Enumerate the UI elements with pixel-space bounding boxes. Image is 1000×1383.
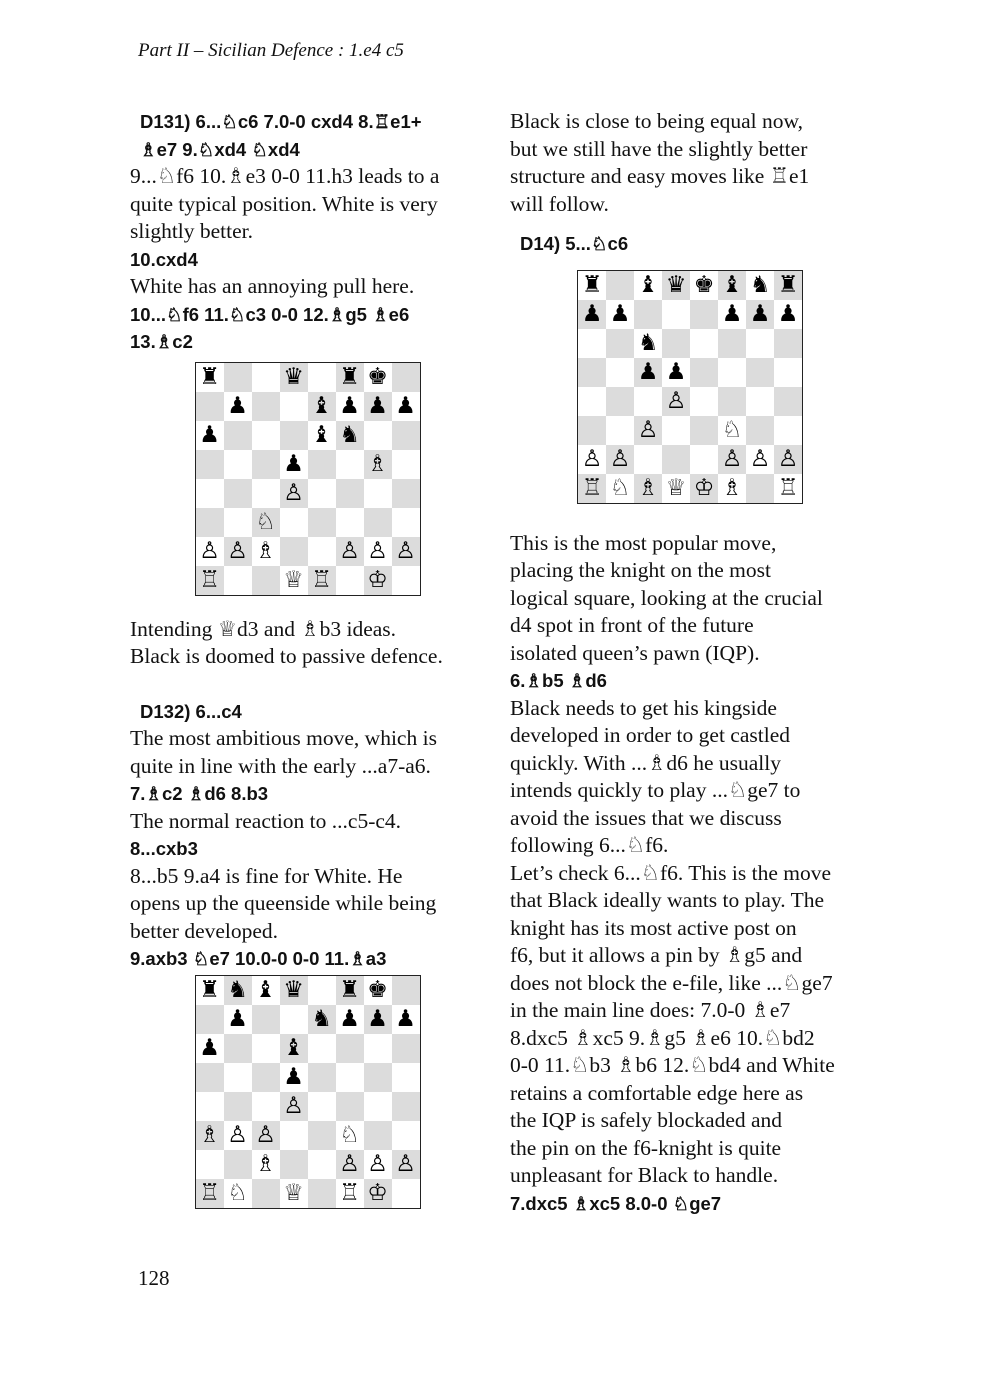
board-square [364, 1121, 392, 1150]
black-pawn-icon: ♟ [280, 450, 308, 479]
board-square [308, 1150, 336, 1179]
board-square [224, 566, 252, 595]
board-square [746, 474, 774, 503]
board-square [606, 271, 634, 300]
board-square [252, 1005, 280, 1034]
body-text: Let’s check 6...♘f6. This is the move [510, 860, 832, 885]
chess-diagram [195, 975, 421, 1209]
board-square [392, 450, 420, 479]
body-text: placing the knight on the most [510, 558, 771, 582]
white-pawn-icon: ♙ [746, 445, 774, 474]
board-square [746, 358, 774, 387]
board-square [224, 1092, 252, 1121]
black-pawn-icon: ♟ [392, 392, 420, 421]
move-line: 8...cxb3 [130, 838, 198, 859]
board-square [224, 1034, 252, 1063]
board-square [224, 450, 252, 479]
board-square [578, 329, 606, 358]
body-text: 9...♘f6 10.♗e3 0-0 11.h3 leads to a [130, 164, 440, 188]
body-text: 8...b5 9.a4 is fine for White. He [130, 863, 403, 888]
black-rook-icon: ♜ [196, 976, 224, 1005]
black-pawn-icon: ♟ [662, 358, 690, 387]
white-knight-icon: ♘ [336, 1121, 364, 1150]
black-knight-icon: ♞ [224, 976, 252, 1005]
board-square [364, 421, 392, 450]
white-rook-icon: ♖ [578, 474, 606, 503]
white-rook-icon: ♖ [308, 566, 336, 595]
board-square [690, 329, 718, 358]
body-text: slightly better. [130, 219, 254, 243]
white-pawn-icon: ♙ [224, 1121, 252, 1150]
white-pawn-icon: ♙ [718, 445, 746, 474]
section-heading-d14: D14) 5...♘c6 [520, 233, 629, 254]
body-text: opens up the queenside while being [130, 891, 437, 915]
white-pawn-icon: ♙ [392, 537, 420, 566]
black-pawn-icon: ♟ [224, 1005, 252, 1034]
body-text: intends quickly to play ...♘ge7 to [510, 778, 801, 802]
black-knight-icon: ♞ [336, 421, 364, 450]
body-text: avoid the issues that we discuss [510, 805, 782, 830]
board-square [336, 450, 364, 479]
board-square [196, 1063, 224, 1092]
black-pawn-icon: ♟ [606, 300, 634, 329]
body-text: 8.dxc5 ♗xc5 9.♗g5 ♗e6 10.♘bd2 [510, 1025, 815, 1050]
board-square [578, 387, 606, 416]
black-queen-icon: ♛ [662, 271, 690, 300]
white-pawn-icon: ♙ [364, 537, 392, 566]
board-square [196, 392, 224, 421]
white-pawn-icon: ♙ [578, 445, 606, 474]
board-square [196, 450, 224, 479]
white-rook-icon: ♖ [774, 474, 802, 503]
board-square [196, 1005, 224, 1034]
black-queen-icon: ♛ [280, 363, 308, 392]
white-bishop-icon: ♗ [718, 474, 746, 503]
body-text: f6, but it allows a pin by ♗g5 and [510, 943, 803, 967]
body-text: developed in order to get castled [510, 723, 790, 747]
board-square [336, 1092, 364, 1121]
black-bishop-icon: ♝ [308, 421, 336, 450]
move-line: 10.cxd4 [130, 248, 198, 270]
black-bishop-icon: ♝ [634, 271, 662, 300]
board-square [280, 392, 308, 421]
body-text: will follow. [510, 191, 609, 216]
white-queen-icon: ♕ [662, 474, 690, 503]
board-square [690, 445, 718, 474]
white-pawn-icon: ♙ [364, 1150, 392, 1179]
board-square [252, 566, 280, 595]
body-text: Black is doomed to passive defence. [130, 644, 443, 668]
board-square [364, 508, 392, 537]
black-rook-icon: ♜ [336, 363, 364, 392]
board-square [308, 479, 336, 508]
body-text: quite in line with the early ...a7-a6. [130, 753, 431, 778]
board-square [392, 1034, 420, 1063]
move-line: 7.♗c2 ♗d6 8.b3 [130, 783, 269, 804]
board-square [774, 387, 802, 416]
body-text: quite typical position. White is very [130, 191, 438, 216]
board-square [308, 363, 336, 392]
black-knight-icon: ♞ [746, 271, 774, 300]
white-pawn-icon: ♙ [606, 445, 634, 474]
body-text: unpleasant for Black to handle. [510, 1163, 779, 1187]
board-square [308, 450, 336, 479]
board-square [280, 508, 308, 537]
board-square [196, 1150, 224, 1179]
board-square [392, 1179, 420, 1208]
board-square [606, 329, 634, 358]
board-square [578, 358, 606, 387]
board-square [280, 421, 308, 450]
board-square [718, 329, 746, 358]
white-queen-icon: ♕ [280, 566, 308, 595]
board-square [308, 1034, 336, 1063]
body-text: that Black ideally wants to play. The [510, 888, 825, 912]
board-square [662, 329, 690, 358]
white-knight-icon: ♘ [718, 416, 746, 445]
body-text: logical square, looking at the crucial [510, 585, 823, 610]
board-square [392, 976, 420, 1005]
left-column [130, 108, 485, 1213]
body-text: Black needs to get his kingside [510, 695, 777, 720]
body-text: Black is close to being equal now, [510, 109, 803, 133]
black-knight-icon: ♞ [634, 329, 662, 358]
board-square [746, 387, 774, 416]
body-text: better developed. [130, 918, 279, 943]
black-bishop-icon: ♝ [308, 392, 336, 421]
chess-diagram [577, 270, 803, 504]
board-square [606, 387, 634, 416]
board-square [392, 421, 420, 450]
board-square [364, 1034, 392, 1063]
white-king-icon: ♔ [690, 474, 718, 503]
board-square [280, 537, 308, 566]
white-queen-icon: ♕ [280, 1179, 308, 1208]
board-square [308, 1092, 336, 1121]
body-text: This is the most popular move, [510, 530, 777, 555]
white-pawn-icon: ♙ [774, 445, 802, 474]
board-square [662, 445, 690, 474]
board-square [308, 1179, 336, 1208]
board-square [746, 416, 774, 445]
black-bishop-icon: ♝ [252, 976, 280, 1005]
board-square [336, 508, 364, 537]
board-square [308, 976, 336, 1005]
chess-diagram [195, 362, 421, 596]
board-square [662, 416, 690, 445]
black-bishop-icon: ♝ [718, 271, 746, 300]
board-square [336, 566, 364, 595]
page-number: 128 [138, 1266, 170, 1290]
board-square [196, 508, 224, 537]
body-text: The most ambitious move, which is [130, 726, 437, 750]
white-knight-icon: ♘ [252, 508, 280, 537]
white-pawn-icon: ♙ [280, 1092, 308, 1121]
body-text: The normal reaction to ...c5-c4. [130, 808, 402, 833]
white-rook-icon: ♖ [196, 1179, 224, 1208]
white-knight-icon: ♘ [606, 474, 634, 503]
board-square [224, 1150, 252, 1179]
white-bishop-icon: ♗ [364, 450, 392, 479]
move-line: 9.axb3 ♘e7 10.0-0 0-0 11.♗a3 [130, 948, 387, 969]
body-text: in the main line does: 7.0-0 ♗e7 [510, 998, 791, 1022]
black-pawn-icon: ♟ [196, 421, 224, 450]
board-square [224, 421, 252, 450]
section-heading-d132: D132) 6...c4 [140, 700, 242, 722]
white-pawn-icon: ♙ [336, 1150, 364, 1179]
board-square [280, 1005, 308, 1034]
body-text: Intending ♕d3 and ♗b3 ideas. [130, 616, 397, 641]
board-square [392, 1063, 420, 1092]
section-heading-d131-line2: ♗e7 9.♘xd4 ♘xd4 [140, 138, 300, 160]
white-pawn-icon: ♙ [280, 479, 308, 508]
black-pawn-icon: ♟ [774, 300, 802, 329]
move-line: 7.dxc5 ♗xc5 8.0-0 ♘ge7 [510, 1192, 722, 1214]
black-king-icon: ♚ [364, 976, 392, 1005]
board-square [252, 1179, 280, 1208]
section-heading-d131-line1: D131) 6...♘c6 7.0-0 cxd4 8.♖e1+ [140, 111, 422, 132]
black-rook-icon: ♜ [774, 271, 802, 300]
black-pawn-icon: ♟ [634, 358, 662, 387]
board-square [662, 300, 690, 329]
right-column [510, 108, 870, 1217]
board-square [308, 1121, 336, 1150]
board-square [224, 479, 252, 508]
white-king-icon: ♔ [364, 1179, 392, 1208]
board-square [280, 1150, 308, 1179]
board-square [634, 445, 662, 474]
board-square [252, 479, 280, 508]
black-pawn-icon: ♟ [280, 1063, 308, 1092]
board-square [690, 416, 718, 445]
move-line: 13.♗c2 [130, 331, 193, 352]
board-square [634, 387, 662, 416]
body-text: but we still have the slightly better [510, 136, 808, 161]
black-rook-icon: ♜ [336, 976, 364, 1005]
board-square [690, 358, 718, 387]
board-square [690, 300, 718, 329]
black-queen-icon: ♛ [280, 976, 308, 1005]
black-knight-icon: ♞ [308, 1005, 336, 1034]
board-square [392, 508, 420, 537]
white-pawn-icon: ♙ [252, 1121, 280, 1150]
black-pawn-icon: ♟ [196, 1034, 224, 1063]
board-square [308, 508, 336, 537]
white-pawn-icon: ♙ [224, 537, 252, 566]
black-pawn-icon: ♟ [224, 392, 252, 421]
board-square [392, 1121, 420, 1150]
board-square [392, 566, 420, 595]
board-square [746, 329, 774, 358]
white-pawn-icon: ♙ [662, 387, 690, 416]
board-square [252, 421, 280, 450]
white-bishop-icon: ♗ [196, 1121, 224, 1150]
board-square [364, 1092, 392, 1121]
body-text: the IQP is safely blockaded and [510, 1108, 783, 1132]
black-pawn-icon: ♟ [336, 392, 364, 421]
move-line: 10...♘f6 11.♘c3 0-0 12.♗g5 ♗e6 [130, 303, 410, 325]
board-square [224, 363, 252, 392]
board-square [336, 479, 364, 508]
board-square [578, 416, 606, 445]
black-pawn-icon: ♟ [746, 300, 774, 329]
board-square [392, 363, 420, 392]
board-square [280, 1121, 308, 1150]
board-square [252, 392, 280, 421]
body-text: the pin on the f6-knight is quite [510, 1135, 782, 1160]
black-pawn-icon: ♟ [392, 1005, 420, 1034]
board-square [196, 479, 224, 508]
body-text: does not block the e-file, like ...♘ge7 [510, 970, 833, 995]
board-square [252, 363, 280, 392]
body-text: isolated queen’s pawn (IQP). [510, 640, 760, 665]
board-square [224, 508, 252, 537]
board-square [252, 450, 280, 479]
black-pawn-icon: ♟ [336, 1005, 364, 1034]
white-bishop-icon: ♗ [252, 1150, 280, 1179]
body-text: d4 spot in front of the future [510, 613, 754, 637]
black-pawn-icon: ♟ [364, 1005, 392, 1034]
board-square [392, 479, 420, 508]
black-pawn-icon: ♟ [578, 300, 606, 329]
board-square [774, 329, 802, 358]
board-square [392, 1092, 420, 1121]
white-knight-icon: ♘ [224, 1179, 252, 1208]
white-king-icon: ♔ [364, 566, 392, 595]
white-rook-icon: ♖ [336, 1179, 364, 1208]
body-text: following 6...♘f6. [510, 833, 669, 857]
body-text: knight has its most active post on [510, 915, 797, 940]
black-pawn-icon: ♟ [718, 300, 746, 329]
board-square [718, 387, 746, 416]
black-rook-icon: ♜ [196, 363, 224, 392]
white-pawn-icon: ♙ [336, 537, 364, 566]
black-rook-icon: ♜ [578, 271, 606, 300]
board-square [252, 1092, 280, 1121]
body-text: retains a comfortable edge here as [510, 1080, 804, 1105]
body-text: 0-0 11.♘b3 ♗b6 12.♘bd4 and White [510, 1053, 835, 1077]
black-king-icon: ♚ [690, 271, 718, 300]
white-bishop-icon: ♗ [634, 474, 662, 503]
black-king-icon: ♚ [364, 363, 392, 392]
black-bishop-icon: ♝ [280, 1034, 308, 1063]
board-square [774, 358, 802, 387]
board-square [606, 358, 634, 387]
board-square [308, 1063, 336, 1092]
board-square [364, 1063, 392, 1092]
body-text: quickly. With ...♗d6 he usually [510, 750, 782, 775]
board-square [364, 479, 392, 508]
move-line: 6.♗b5 ♗d6 [510, 670, 607, 691]
board-square [606, 416, 634, 445]
board-square [196, 1092, 224, 1121]
board-square [308, 537, 336, 566]
body-text: structure and easy moves like ♖e1 [510, 164, 810, 188]
board-square [774, 416, 802, 445]
board-square [718, 358, 746, 387]
white-pawn-icon: ♙ [196, 537, 224, 566]
board-square [252, 1034, 280, 1063]
white-pawn-icon: ♙ [634, 416, 662, 445]
white-pawn-icon: ♙ [392, 1150, 420, 1179]
body-text: White has an annoying pull here. [130, 274, 415, 298]
white-rook-icon: ♖ [196, 566, 224, 595]
running-header: Part II – Sicilian Defence : 1.e4 c5 [138, 40, 404, 61]
board-square [336, 1063, 364, 1092]
board-square [690, 387, 718, 416]
black-pawn-icon: ♟ [364, 392, 392, 421]
white-bishop-icon: ♗ [252, 537, 280, 566]
board-square [224, 1063, 252, 1092]
board-square [336, 1034, 364, 1063]
board-square [252, 1063, 280, 1092]
board-square [634, 300, 662, 329]
